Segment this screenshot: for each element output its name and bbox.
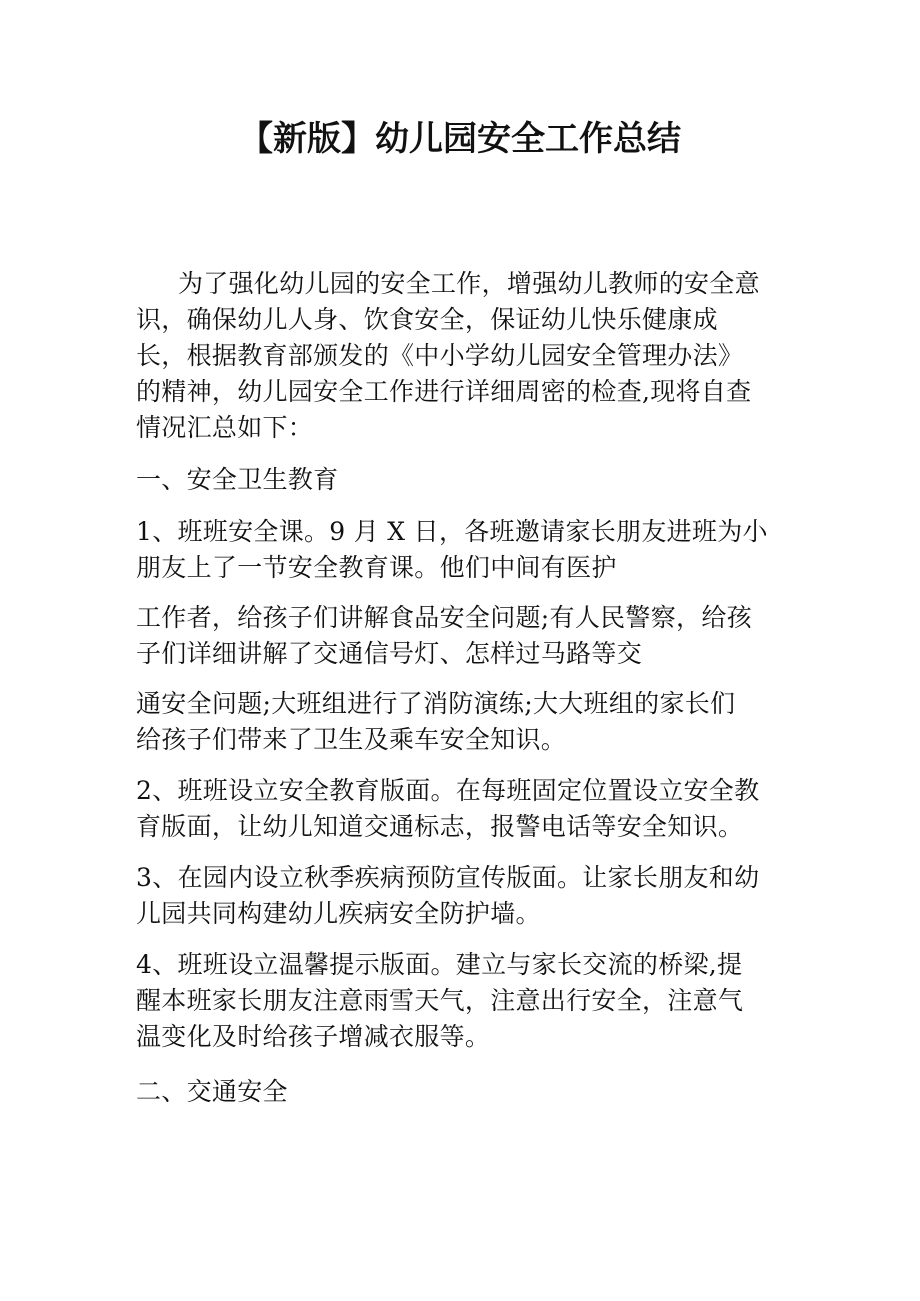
paragraph-intro-line: 的精神，幼儿园安全工作进行详细周密的检查,现将自查: [136, 377, 752, 406]
item-3-line: 儿园共同构建幼儿疾病安全防护墙。: [136, 899, 541, 928]
document-title: 【新版】幼儿园安全工作总结: [239, 119, 681, 159]
item-2-line: 2、班班设立安全教育版面。在每班固定位置设立安全教: [136, 776, 760, 805]
section-heading-traffic-safety: 二、交通安全: [136, 1077, 288, 1106]
item-4-line: 温变化及时给孩子增减衣服等。: [136, 1022, 491, 1051]
paragraph-intro-line: 长，根据教育部颁发的《中小学幼儿园安全管理办法》: [136, 341, 744, 370]
item-1-line: 朋友上了一节安全教育课。他们中间有医护: [136, 553, 617, 582]
item-1-line: 给孩子们带来了卫生及乘车安全知识。: [136, 725, 567, 754]
item-1-line: 工作者，给孩子们讲解食品安全问题;有人民警察，给孩: [136, 603, 752, 632]
paragraph-intro-line: 识，确保幼儿人身、饮食安全，保证幼儿快乐健康成: [136, 305, 718, 334]
item-1-line: 通安全问题;大班组进行了消防演练;大大班组的家长们: [136, 689, 736, 718]
item-4-line: 4、班班设立温馨提示版面。建立与家长交流的桥梁,提: [136, 950, 743, 979]
section-heading-safety-hygiene: 一、安全卫生教育: [136, 465, 339, 494]
paragraph-intro-line: 为了强化幼儿园的安全工作，增强幼儿教师的安全意: [178, 269, 760, 298]
paragraph-intro-line: 情况汇总如下：: [136, 413, 314, 442]
item-2-line: 育版面，让幼儿知道交通标志，报警电话等安全知识。: [136, 812, 744, 841]
item-4-line: 醒本班家长朋友注意雨雪天气，注意出行安全，注意气: [136, 986, 744, 1015]
item-1-line: 1、班班安全课。9 月 X 日，各班邀请家长朋友进班为小: [136, 517, 768, 546]
item-3-line: 3、在园内设立秋季疾病预防宣传版面。让家长朋友和幼: [136, 863, 760, 892]
item-1-line: 子们详细讲解了交通信号灯、怎样过马路等交: [136, 639, 643, 668]
